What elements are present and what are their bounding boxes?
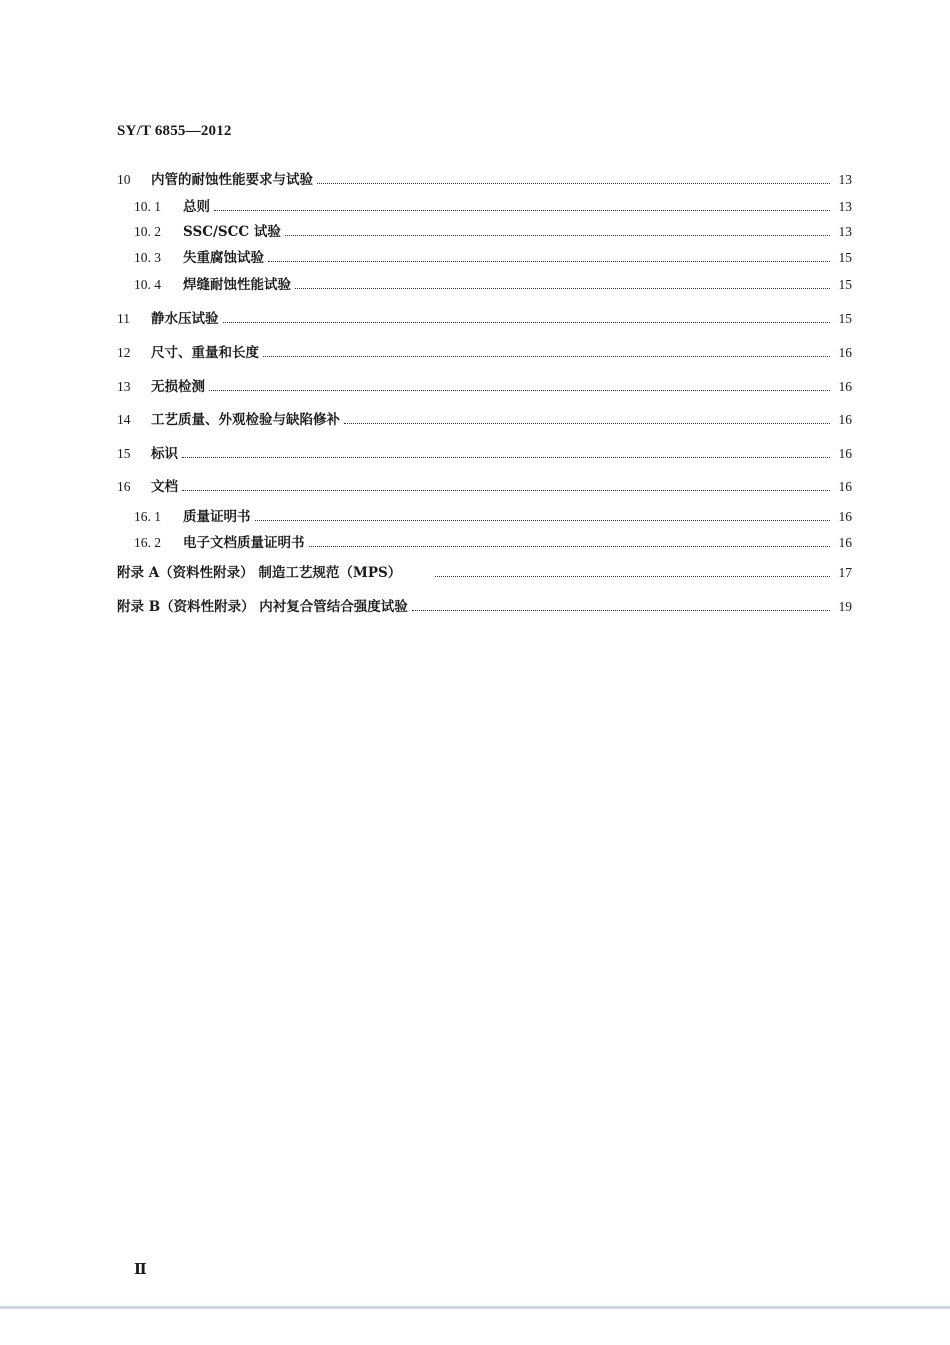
toc-entry-16-1[interactable]: [134, 507, 852, 527]
toc-dot-leader: [268, 261, 830, 262]
toc-entry-number: 11: [117, 311, 130, 326]
toc-entry-number: 14: [117, 412, 131, 427]
toc-entry-page: 16: [838, 535, 852, 550]
toc-entry-15[interactable]: [117, 444, 852, 464]
toc-entry-13[interactable]: [117, 377, 852, 397]
toc-entry-12[interactable]: [117, 343, 852, 363]
toc-entry-title: 尺寸、重量和长度: [151, 345, 259, 361]
toc-entry-10-3[interactable]: [134, 248, 852, 268]
toc-entry-number: 10. 1: [134, 199, 161, 214]
toc-dot-leader: [295, 288, 830, 289]
toc-entry-10-4[interactable]: [134, 275, 852, 295]
toc-entry-page: 15: [838, 250, 852, 265]
toc-dot-leader: [435, 576, 830, 577]
toc-entry-page: 17: [838, 565, 852, 580]
page-edge-divider: [0, 1306, 950, 1309]
toc-entry-appendix-b[interactable]: [117, 597, 852, 617]
page-header-standard-code: SY/T 6855—2012: [117, 123, 232, 139]
toc-dot-leader: [209, 390, 830, 391]
toc-entry-title: 标识: [151, 446, 178, 462]
toc-entry-page: 16: [838, 446, 852, 461]
toc-entry-number: 15: [117, 446, 131, 461]
toc-entry-title: 内管的耐蚀性能要求与试验: [151, 172, 313, 188]
toc-dot-leader: [182, 457, 830, 458]
toc-dot-leader: [412, 610, 830, 611]
toc-entry-page: 16: [838, 379, 852, 394]
toc-entry-title: 无损检测: [151, 379, 205, 395]
page-number: Ⅱ: [134, 1262, 147, 1278]
toc-dot-leader: [182, 490, 830, 491]
toc-entry-page: 13: [838, 224, 852, 239]
toc-entry-number: 16. 2: [134, 535, 161, 550]
toc-entry-title: 失重腐蚀试验: [183, 250, 264, 266]
toc-dot-leader: [317, 183, 830, 184]
toc-entry-page: 15: [838, 277, 852, 292]
toc-dot-leader: [263, 356, 830, 357]
toc-dot-leader: [223, 322, 831, 323]
toc-entry-number: 16: [117, 479, 131, 494]
toc-entry-title: 附录 A（资料性附录） 制造工艺规范（MPS）: [117, 565, 402, 581]
toc-entry-title: SSC/SCC 试验: [183, 224, 281, 240]
toc-entry-title: 总则: [183, 199, 210, 215]
toc-dot-leader: [344, 423, 830, 424]
toc-entry-appendix-a[interactable]: [117, 563, 852, 583]
toc-entry-page: 13: [838, 199, 852, 214]
toc-dot-leader: [309, 546, 831, 547]
toc-dot-leader: [214, 210, 830, 211]
toc-entry-page: 19: [838, 599, 852, 614]
toc-entry-title: 焊缝耐蚀性能试验: [183, 277, 291, 293]
toc-entry-page: 15: [838, 311, 852, 326]
toc-entry-title: 质量证明书: [183, 509, 251, 525]
toc-entry-page: 16: [838, 412, 852, 427]
toc-entry-10-1[interactable]: [134, 197, 852, 217]
toc-entry-number: 10: [117, 172, 131, 187]
toc-entry-title: 工艺质量、外观检验与缺陷修补: [151, 412, 340, 428]
toc-entry-10-2[interactable]: [134, 222, 852, 242]
toc-entry-page: 16: [838, 509, 852, 524]
toc-entry-14[interactable]: [117, 410, 852, 430]
toc-entry-number: 10. 2: [134, 224, 161, 239]
toc-entry-16[interactable]: [117, 477, 852, 497]
toc-entry-title: 附录 B（资料性附录） 内衬复合管结合强度试验: [117, 599, 408, 615]
toc-entry-number: 13: [117, 379, 131, 394]
toc-entry-page: 16: [838, 479, 852, 494]
toc-entry-number: 10. 3: [134, 250, 161, 265]
toc-entry-10[interactable]: [117, 170, 852, 190]
toc-entry-number: 10. 4: [134, 277, 161, 292]
toc-entry-number: 12: [117, 345, 131, 360]
toc-entry-title: 静水压试验: [151, 311, 219, 327]
toc-entry-16-2[interactable]: [134, 533, 852, 553]
toc-entry-number: 16. 1: [134, 509, 161, 524]
toc-dot-leader: [255, 520, 831, 521]
toc-entry-11[interactable]: [117, 309, 852, 329]
toc-entry-page: 16: [838, 345, 852, 360]
toc-entry-page: 13: [838, 172, 852, 187]
toc-entry-title: 电子文档质量证明书: [183, 535, 305, 551]
toc-entry-title: 文档: [151, 479, 178, 495]
toc-dot-leader: [285, 235, 830, 236]
